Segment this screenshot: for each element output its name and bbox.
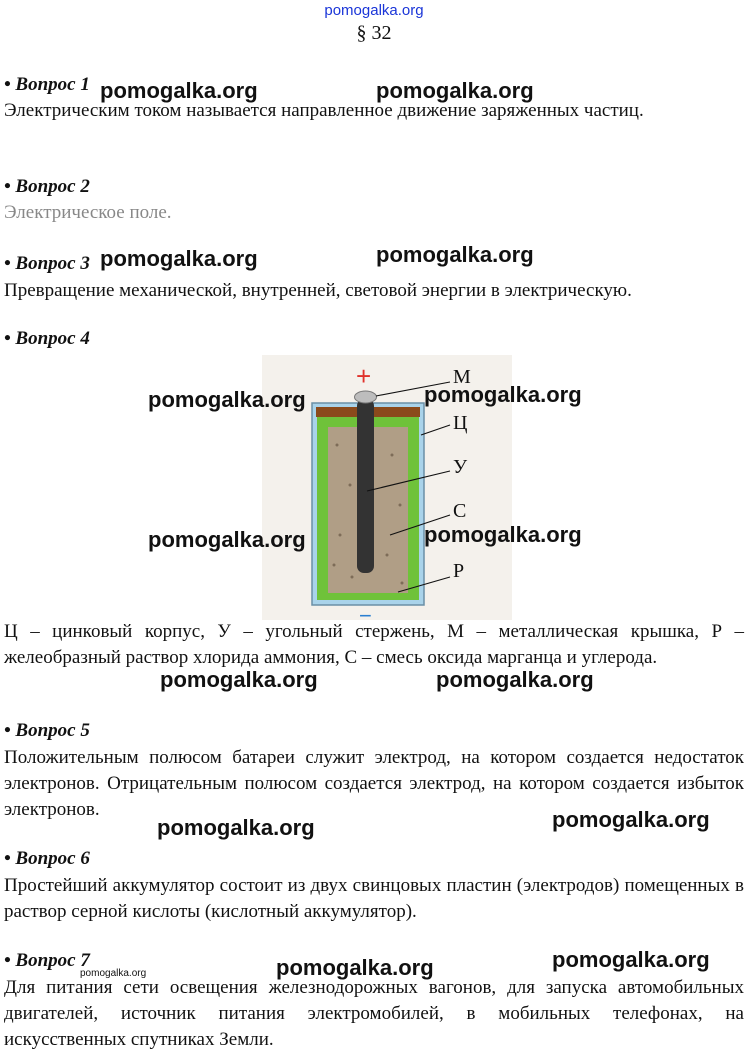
question-7-answer: Для питания сети освещения железнодорожных вагонов, для запуска автомобильных двигателей, источник питания электромобилей, в мобильных телефонах, на искусственных спутниках Земли. (4, 977, 744, 1050)
watermark: pomogalka.org (148, 387, 306, 412)
watermark: pomogalka.org (157, 815, 315, 840)
question-6-answer: Простейший аккумулятор состоит из двух свинцовых пластин (электродов) помещенных в раствор серной кислоты (кислотный аккумулятор). (4, 875, 744, 922)
watermark-small: pomogalka.org (80, 968, 147, 979)
label-mix: С (453, 500, 467, 522)
watermark: pomogalka.org (376, 78, 534, 103)
watermark: pomogalka.org (376, 242, 534, 267)
question-7-label: • Вопрос 7 (4, 950, 90, 971)
watermark: pomogalka.org (276, 955, 434, 980)
site-header[interactable]: pomogalka.org (324, 2, 424, 19)
watermark: pomogalka.org (552, 807, 710, 832)
watermark: pomogalka.org (100, 78, 258, 103)
watermark: pomogalka.org (424, 522, 582, 547)
watermark: pomogalka.org (148, 527, 306, 552)
question-1-answer: Электрическим током называется направленное движение заряженных частиц. (4, 100, 644, 121)
section-number: § 32 (356, 22, 392, 44)
question-1-label: • Вопрос 1 (4, 74, 90, 95)
label-case: Ц (453, 412, 468, 434)
question-6-label: • Вопрос 6 (4, 848, 90, 869)
question-2-label: • Вопрос 2 (4, 176, 90, 197)
carbon-rod (357, 399, 374, 573)
label-rod: У (453, 456, 468, 478)
question-5-answer: Положительным полюсом батареи служит электрод, на котором создается недостаток электронов. Отрицательным полюсом создается электрод, на котором создается избыток электронов. (4, 747, 744, 820)
question-4-label: • Вопрос 4 (4, 328, 90, 349)
label-paste: Р (453, 560, 465, 582)
question-4-answer: Ц – цинковый корпус, У – угольный стержень, М – металлическая крышка, Р – желеобразный раствор хлорида аммония, С – смесь оксида марганца и углерода. (4, 621, 744, 668)
watermark: pomogalka.org (552, 947, 710, 972)
plus-sign: + (356, 361, 372, 391)
watermark: pomogalka.org (424, 382, 582, 407)
question-5-label: • Вопрос 5 (4, 720, 90, 741)
question-2-answer: Электрическое поле. (4, 202, 172, 223)
metal-cap (355, 391, 377, 403)
label-cap: М (453, 366, 471, 388)
watermark: pomogalka.org (160, 667, 318, 692)
watermark: pomogalka.org (436, 667, 594, 692)
minus-sign: − (359, 603, 372, 620)
watermark: pomogalka.org (100, 246, 258, 271)
question-3-answer: Превращение механической, внутренней, световой энергии в электрическую. (4, 280, 632, 301)
question-3-label: • Вопрос 3 (4, 253, 90, 274)
